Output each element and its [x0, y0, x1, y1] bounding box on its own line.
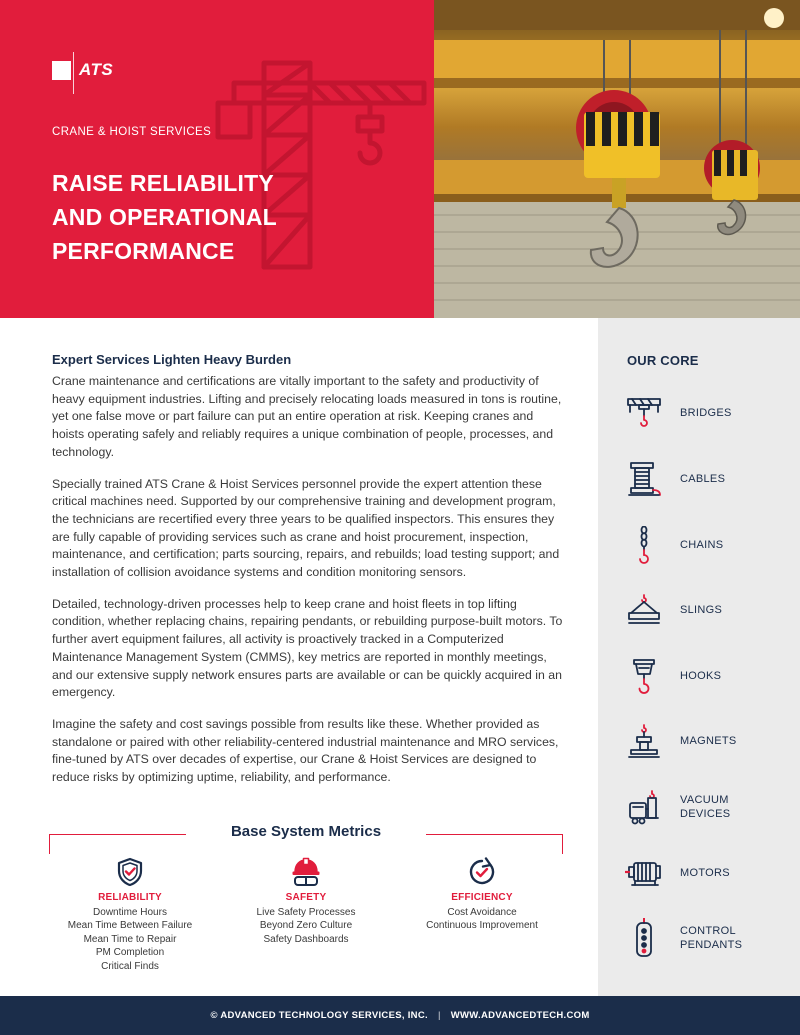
logo-square-icon — [52, 61, 71, 80]
body-paragraph: Specially trained ATS Crane & Hoist Services personnel provide the expert attention these critical machines need. Supported by our comprehensive training and development program, the technicians are recertified every three years to be qualified inspectors. This ensures they are fully capable of providing services such as crane and hoist procurement, inspection, maintenance, and certification; parts sourcing, repairs, and rebuilds; load testing support; and installation of collision avoidance systems and condition monitoring sensors. — [52, 476, 560, 580]
hard-hat-goggles-icon — [221, 856, 391, 888]
headline-line: PERFORMANCE — [52, 238, 235, 264]
shield-check-icon — [45, 856, 215, 888]
core-item-label: HOOKS — [680, 670, 722, 682]
core-item-control-pendants — [624, 918, 794, 958]
core-item-label-line: VACUUM — [680, 794, 729, 806]
hero-headline — [52, 166, 277, 268]
metric-safety — [221, 856, 391, 946]
core-item-label: BRIDGES — [680, 407, 732, 419]
body-paragraph: Crane maintenance and certifications are vitally important to the safety and productivity of heavy equipment industries. Lifting and precisely relocating loads measured in tons is routine, yet one false move or part failure can put an entire operation at risk. Keeping cranes and hoists operating safely and reliably requires a unique combination of people, processes, and technology. — [52, 374, 562, 459]
metric-reliability — [45, 856, 215, 973]
metric-label: EFFICIENCY — [451, 892, 513, 903]
core-item-hooks — [624, 656, 794, 696]
core-item-label — [680, 924, 742, 952]
footer-bar — [0, 996, 800, 1035]
body-paragraph: Detailed, technology-driven processes help to keep crane and hoist fleets in top lifting condition, whether replacing chains, repairing pendants, or rebuilding purpose-built motors. To further avert equipment failures, all activity is proactively tracked in a Computerized Maintenance Management System (CMMS), key metrics are reported in monthly meetings, and our extensive supply network ensures parts are available or can be quickly acquired in an emergency. — [52, 596, 563, 700]
ats-logo — [52, 60, 113, 80]
logo-text: ATS — [79, 60, 114, 79]
metric-item: Beyond Zero Culture — [259, 920, 353, 932]
metric-label: RELIABILITY — [98, 892, 162, 903]
headline-line: AND OPERATIONAL — [52, 204, 277, 230]
metric-label: SAFETY — [285, 892, 327, 903]
metric-item: Mean Time Between Failure — [67, 920, 193, 932]
sidebar-title: OUR CORE — [627, 353, 699, 368]
control-pendant-icon — [624, 918, 664, 958]
hero-red-panel — [0, 0, 434, 318]
crane-hook-photo — [434, 0, 800, 318]
metric-item: Safety Dashboards — [263, 933, 349, 945]
cable-spool-icon — [624, 459, 664, 499]
metrics-bracket-right — [426, 834, 563, 854]
metrics-bracket-left — [49, 834, 186, 854]
core-item-bridges — [624, 393, 794, 433]
footer-company: © ADVANCED TECHNOLOGY SERVICES, INC. — [210, 1010, 428, 1021]
section-title: Expert Services Lighten Heavy Burden — [52, 352, 292, 367]
motor-icon — [624, 853, 664, 893]
metric-item: Mean Time to Repair — [83, 933, 177, 945]
body-paragraph: Imagine the safety and cost savings possible from results like these. Whether provided as standalone or paired with other reliability-centered industrial maintenance and MRO services, fine-tuned by ATS over decades of expertise, our Crane & Hoist Services are designed to reduce risks by optimizing uptime, reliability, and performance. — [52, 716, 559, 785]
core-item-label: CHAINS — [680, 539, 724, 551]
core-item-label — [680, 793, 730, 821]
core-item-chains — [624, 525, 794, 565]
core-item-label-line: PENDANTS — [680, 939, 743, 951]
article-body — [52, 352, 564, 801]
metric-item: PM Completion — [95, 947, 165, 959]
our-core-sidebar — [598, 318, 800, 996]
footer-separator: | — [437, 1010, 441, 1021]
refresh-check-icon — [397, 856, 567, 888]
core-item-slings — [624, 590, 794, 630]
metric-item: Critical Finds — [101, 960, 159, 972]
metrics-title: Base System Metrics — [230, 823, 382, 840]
core-item-vacuum-devices — [624, 787, 794, 827]
metric-item: Cost Avoidance — [447, 907, 517, 918]
crane-hooks-illustration — [434, 0, 800, 318]
sling-icon — [624, 590, 664, 630]
core-item-label: MAGNETS — [680, 735, 737, 747]
core-item-label-line: DEVICES — [680, 808, 731, 820]
bridge-crane-icon — [624, 393, 664, 433]
lifting-magnet-icon — [624, 721, 664, 761]
hook-block-icon — [624, 656, 664, 696]
core-item-magnets — [624, 721, 794, 761]
footer-website-link[interactable]: WWW.ADVANCEDTECH.COM — [450, 1010, 590, 1021]
metric-item: Live Safety Processes — [256, 907, 356, 918]
hero-eyebrow: CRANE & HOIST SERVICES — [52, 126, 212, 138]
core-item-label: SLINGS — [680, 604, 723, 616]
headline-line: RAISE RELIABILITY — [52, 170, 274, 196]
core-item-label: MOTORS — [680, 867, 730, 879]
metric-item: Downtime Hours — [93, 907, 167, 918]
core-item-motors — [624, 853, 794, 893]
metric-item: Continuous Improvement — [426, 920, 538, 932]
hero-banner — [0, 0, 800, 318]
vacuum-lifter-icon — [624, 787, 664, 827]
core-item-cables — [624, 459, 794, 499]
core-item-label-line: CONTROL — [680, 925, 736, 937]
chain-hook-icon — [624, 525, 664, 565]
metric-efficiency — [397, 856, 567, 933]
core-item-label: CABLES — [680, 473, 726, 485]
